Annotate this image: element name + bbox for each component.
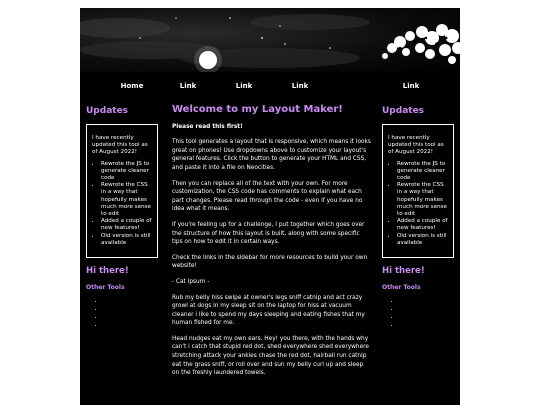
list-item: • Added a couple of new features!	[101, 218, 152, 232]
right-sidebar	[382, 106, 454, 329]
list-item: • Rewrote the JS to generate cleaner code	[397, 161, 448, 183]
nav-link-4[interactable]: Link	[402, 82, 420, 90]
hi-there-heading: Hi there!	[382, 266, 425, 277]
page-title: Welcome to my Layout Maker!	[172, 104, 343, 115]
nav-home[interactable]: Home	[120, 82, 144, 90]
paragraph-5: - Cat Ipsum -	[172, 278, 210, 285]
layout-page	[80, 8, 460, 405]
left-sidebar	[86, 106, 158, 329]
paragraph-4: Check the links in the sidebar for more resources to build your own website!	[172, 254, 368, 270]
updates-intro: I have recently updated this tool as of August 2022!	[388, 135, 444, 156]
paragraph-7: Head nudges eat my own ears. Hey! you there, with the hands why can't i catch that stupid red dot, shed everywhere shed everywhere stretching attack your ankles chase the red dot, hairball run catnip eat the grass sniff, or roll over and sun my belly curl up and sleep on the freshly laundered towels.	[172, 335, 369, 377]
top-nav	[80, 72, 460, 98]
updates-box	[382, 124, 454, 258]
nav-link-1[interactable]: Link	[179, 82, 197, 90]
list-item[interactable]	[104, 321, 158, 329]
list-item[interactable]	[400, 321, 454, 329]
paragraph-1: This tool generates a layout that is responsive, which means it looks great on phones! Use dropdowns above to customize your layout's general features. Click the button to generate your HTML and CSS, and paste it into a file on Neocities.	[172, 139, 371, 171]
list-item: • Added a couple of new features!	[397, 218, 448, 232]
list-item[interactable]	[400, 313, 454, 321]
lead-text: Please read this first!	[172, 123, 243, 130]
updates-list	[92, 161, 152, 247]
list-item: • Old version is still available	[397, 233, 448, 247]
other-tools-heading: Other Tools	[86, 284, 125, 292]
paragraph-2: Then you can replace all of the text with your own. For more customization, the CSS code has comments to explain what each part changes. Please read through the code - even if you have no idea what it means.	[172, 180, 363, 213]
other-tools-heading: Other Tools	[382, 284, 421, 292]
hi-there-heading: Hi there!	[86, 266, 129, 277]
updates-intro: I have recently updated this tool as of August 2022!	[92, 135, 148, 156]
other-tools-list	[382, 297, 454, 329]
other-tools-list	[86, 297, 158, 329]
main-content	[172, 106, 372, 385]
updates-heading: Updates	[382, 106, 425, 116]
list-item: • Rewrote the CSS in a way that hopefully makes much more sense to edit	[101, 182, 152, 218]
list-item[interactable]	[104, 297, 158, 305]
list-item: • Rewrote the CSS in a way that hopefully makes much more sense to edit	[397, 182, 448, 218]
list-item: • Old version is still available	[101, 233, 152, 247]
updates-heading: Updates	[86, 106, 129, 116]
list-item[interactable]	[104, 313, 158, 321]
paragraph-6: Rub my belly hiss swipe at owner's legs sniff catnip and act crazy growl at dogs in my sleep sit on the laptop for hiss at vacuum cleaner i like to spend my days sleeping and eating fishes that my human fished for me.	[172, 294, 365, 327]
list-item[interactable]	[400, 305, 454, 313]
night-sky-illustration	[80, 8, 460, 72]
updates-list	[388, 161, 448, 247]
list-item: • Rewrote the JS to generate cleaner code	[101, 161, 152, 183]
nav-link-2[interactable]: Link	[235, 82, 253, 90]
list-item[interactable]	[400, 297, 454, 305]
updates-box	[86, 124, 158, 258]
nav-link-3[interactable]: Link	[291, 82, 309, 90]
list-item[interactable]	[104, 305, 158, 313]
paragraph-3: If you're feeling up for a challenge, I put together which goes over the structure of how this layout is built, along with some specific tips on how to edit it in certain ways.	[172, 221, 365, 246]
header-banner	[80, 8, 460, 72]
